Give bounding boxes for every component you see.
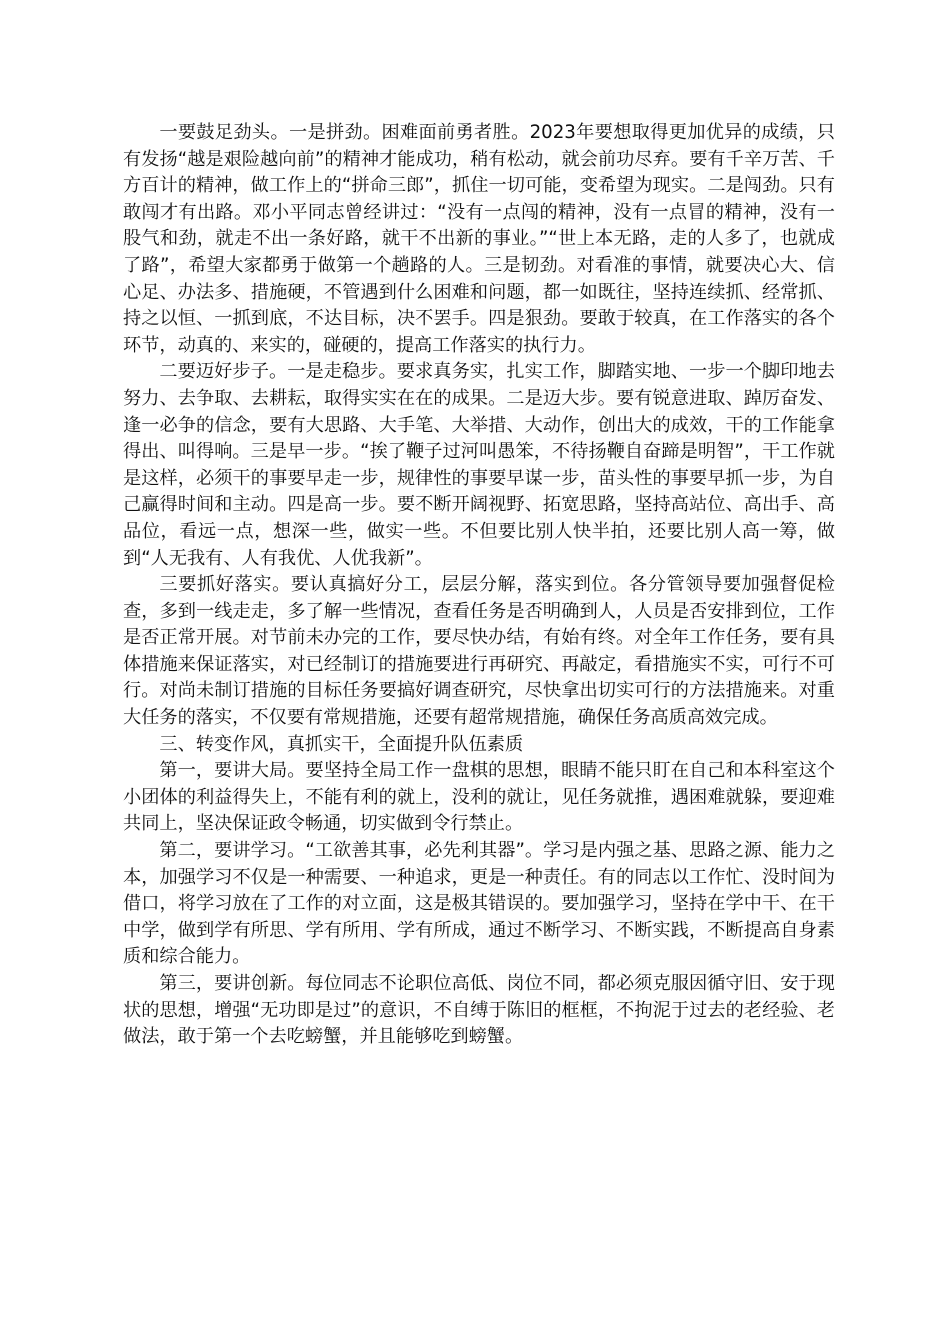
paragraph-learning: 第二，要讲学习。“工欲善其事，必先利其器”。学习是内强之基、思路之源、能力之本，加强学习不仅是一种需要、一种追求，更是一种责任。有的同志以工作忙、没时间为借口，将学习放在了工作的对立面，这是极其错误的。要加强学习，坚持在学中干、在干中学，做到学有所思、学有所用、学有所成，通过不断学习、不断实践，不断提高自身素质和综合能力。: [123, 840, 835, 968]
document-body: [123, 120, 835, 1051]
paragraph-steps: 二要迈好步子。一是走稳步。要求真务实，扎实工作，脚踏实地、一步一个脚印地去努力、去争取、去耕耘，取得实实在在的成果。二是迈大步。要有锐意进取、踔厉奋发、逢一必争的信念，要有大思路、大手笔、大举措、大动作，创出大的成效，干的工作能拿得出、叫得响。三是早一步。“挨了鞭子过河叫愚笨，不待扬鞭自奋蹄是明智”，干工作就是这样，必须干的事要早走一步，规律性的事要早谋一步，苗头性的事要早抓一步，为自己赢得时间和主动。四是高一步。要不断开阔视野、拓宽思路，坚持高站位、高出手、高品位，看远一点，想深一些，做实一些。不但要比别人快半拍，还要比别人高一筹，做到“人无我有、人有我优、人优我新”。: [123, 361, 835, 569]
paragraph-implementation: 三要抓好落实。要认真搞好分工，层层分解，落实到位。各分管领导要加强督促检查，多到一线走走，多了解一些情况，查看任务是否明确到人，人员是否安排到位，工作是否正常开展。对节前未办完的工作，要尽快办结，有始有终。对全年工作任务，要有具体措施来保证落实，对已经制订的措施要进行再研究、再敲定，看措施实不实，可行不可行。对尚未制订措施的目标任务要搞好调查研究，尽快拿出切实可行的方法措施来。对重大任务的落实，不仅要有常规措施，还要有超常规措施，确保任务高质高效完成。: [123, 574, 835, 729]
paragraph-innovation: 第三，要讲创新。每位同志不论职位高低、岗位不同，都必须克服因循守旧、安于现状的思想，增强“无功即是过”的意识，不自缚于陈旧的框框，不拘泥于过去的老经验、老做法，敢于第一个去吃螃蟹，并且能够吃到螃蟹。: [123, 973, 835, 1048]
paragraph-vigor: 一要鼓足劲头。一是拼劲。困难面前勇者胜。2023年要想取得更加优异的成绩，只有发扬“越是艰险越向前”的精神才能成功，稍有松动，就会前功尽弃。要有千辛万苦、千方百计的精神，做工作上的“拼命三郎”，抓住一切可能，变希望为现实。二是闯劲。只有敢闯才有出路。邓小平同志曾经讲过：“没有一点闯的精神，没有一点冒的精神，没有一股气和劲，就走不出一条好路，就干不出新的事业。”“世上本无路，走的人多了，也就成了路”，希望大家都勇于做第一个趟路的人。三是韧劲。对看准的事情，就要决心大、信心足、办法多、措施硬，不管遇到什么困难和问题，都一如既往，坚持连续抓、经常抓、持之以恒、一抓到底，不达目标，决不罢手。四是狠劲。要敢于较真，在工作落实的各个环节，动真的、来实的，碰硬的，提高工作落实的执行力。: [123, 122, 835, 356]
section-heading: 三、转变作风，真抓实干，全面提升队伍素质: [159, 733, 524, 755]
paragraph-overall-situation: 第一，要讲大局。要坚持全局工作一盘棋的思想，眼睛不能只盯在自己和本科室这个小团体的利益得失上，不能有利的就上，没利的就让，见任务就推，遇困难就躲，要迎难共同上，坚决保证政令畅通，切实做到令行禁止。: [123, 760, 835, 835]
